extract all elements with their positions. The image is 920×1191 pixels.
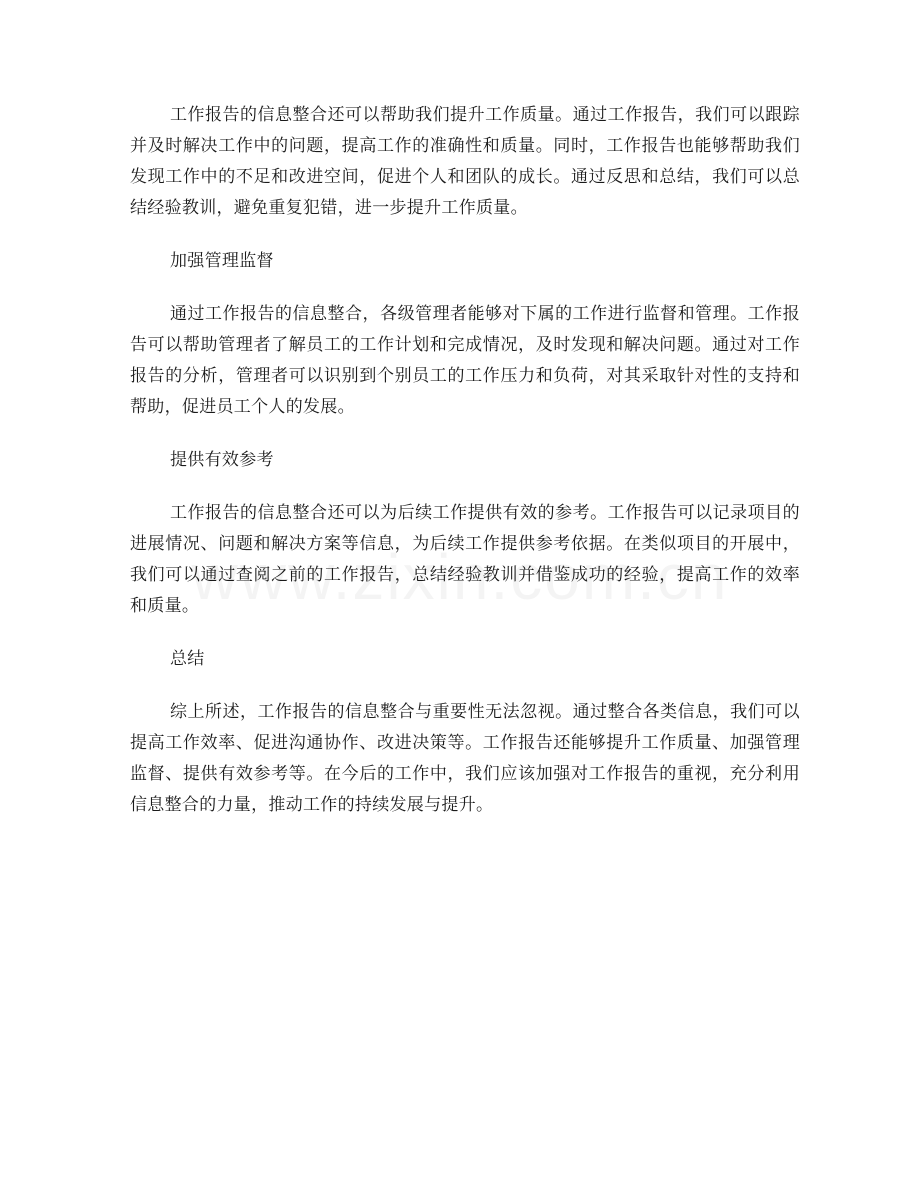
paragraph-reference: 工作报告的信息整合还可以为后续工作提供有效的参考。工作报告可以记录项目的进展情况、问题和解决方案等信息，为后续工作提供参考依据。在类似项目的开展中，我们可以通过查阅之前的工作报告，总结经验教训并借鉴成功的经验，提高工作的效率和质量。: [130, 503, 800, 616]
spacer: [130, 224, 800, 246]
document-body: [130, 100, 800, 821]
heading-summary: 总结: [170, 649, 205, 669]
spacer: [130, 476, 800, 498]
spacer: [130, 277, 800, 299]
heading-reference: 提供有效参考: [170, 450, 274, 470]
spacer: [130, 675, 800, 697]
spacer: [130, 622, 800, 644]
paragraph-quality: 工作报告的信息整合还可以帮助我们提升工作质量。通过工作报告，我们可以跟踪并及时解决工作中的问题，提高工作的准确性和质量。同时，工作报告也能够帮助我们发现工作中的不足和改进空间，促进个人和团队的成长。通过反思和总结，我们可以总结经验教训，避免重复犯错，进一步提升工作质量。: [130, 105, 800, 218]
paragraph-management: 通过工作报告的信息整合，各级管理者能够对下属的工作进行监督和管理。工作报告可以帮助管理者了解员工的工作计划和完成情况，及时发现和解决问题。通过对工作报告的分析，管理者可以识别到个别员工的工作压力和负荷，对其采取针对性的支持和帮助，促进员工个人的发展。: [130, 304, 800, 417]
paragraph-summary: 综上所述，工作报告的信息整合与重要性无法忽视。通过整合各类信息，我们可以提高工作效率、促进沟通协作、改进决策等。工作报告还能够提升工作质量、加强管理监督、提供有效参考等。在今后的工作中，我们应该加强对工作报告的重视，充分利用信息整合的力量，推动工作的持续发展与提升。: [130, 702, 800, 815]
heading-management: 加强管理监督: [170, 251, 274, 271]
spacer: [130, 423, 800, 445]
